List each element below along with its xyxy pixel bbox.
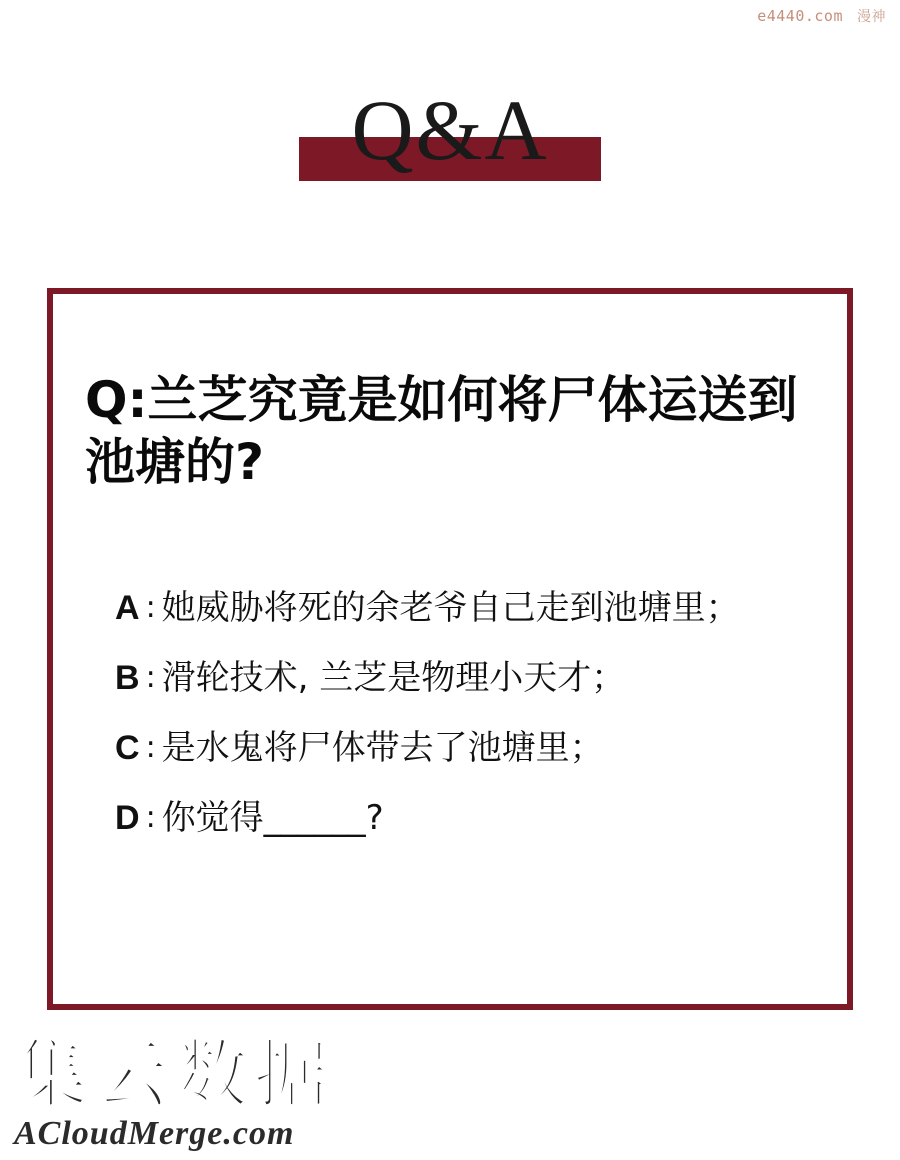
top-credit-label: 漫神 [857, 9, 886, 25]
watermark-chinese: 集云数据 [14, 1032, 334, 1118]
answer-letter: C [115, 729, 140, 767]
answer-option-a[interactable] [115, 584, 835, 632]
page-title: Q&A [351, 82, 549, 178]
top-credit [757, 6, 886, 26]
answer-separator: : [145, 590, 156, 625]
question-text: Q:兰芝究竟是如何将尸体运送到池塘的? [85, 371, 798, 491]
answer-text: 是水鬼将尸体带去了池塘里； [161, 728, 604, 768]
answer-list [115, 584, 835, 864]
answer-option-c[interactable] [115, 724, 835, 772]
answer-letter: B [115, 659, 140, 697]
answer-option-b[interactable] [115, 654, 835, 702]
answer-text: 她威胁将死的余老爷自己走到池塘里； [161, 588, 740, 628]
answer-option-d[interactable] [115, 794, 835, 842]
question-panel [47, 288, 853, 1010]
qa-header [0, 80, 900, 200]
answer-text: 滑轮技术, 兰芝是物理小天才； [161, 658, 626, 698]
answer-letter: A [115, 589, 140, 627]
answer-separator: : [145, 730, 156, 765]
answer-letter: D [115, 799, 140, 837]
answer-separator: : [145, 660, 156, 695]
watermark-english: ACloudMerge.com [14, 1115, 295, 1152]
answer-text: 你觉得______? [161, 798, 384, 838]
top-credit-site: e4440.com [757, 7, 843, 25]
watermark [14, 1032, 434, 1154]
answer-separator: : [145, 800, 156, 835]
